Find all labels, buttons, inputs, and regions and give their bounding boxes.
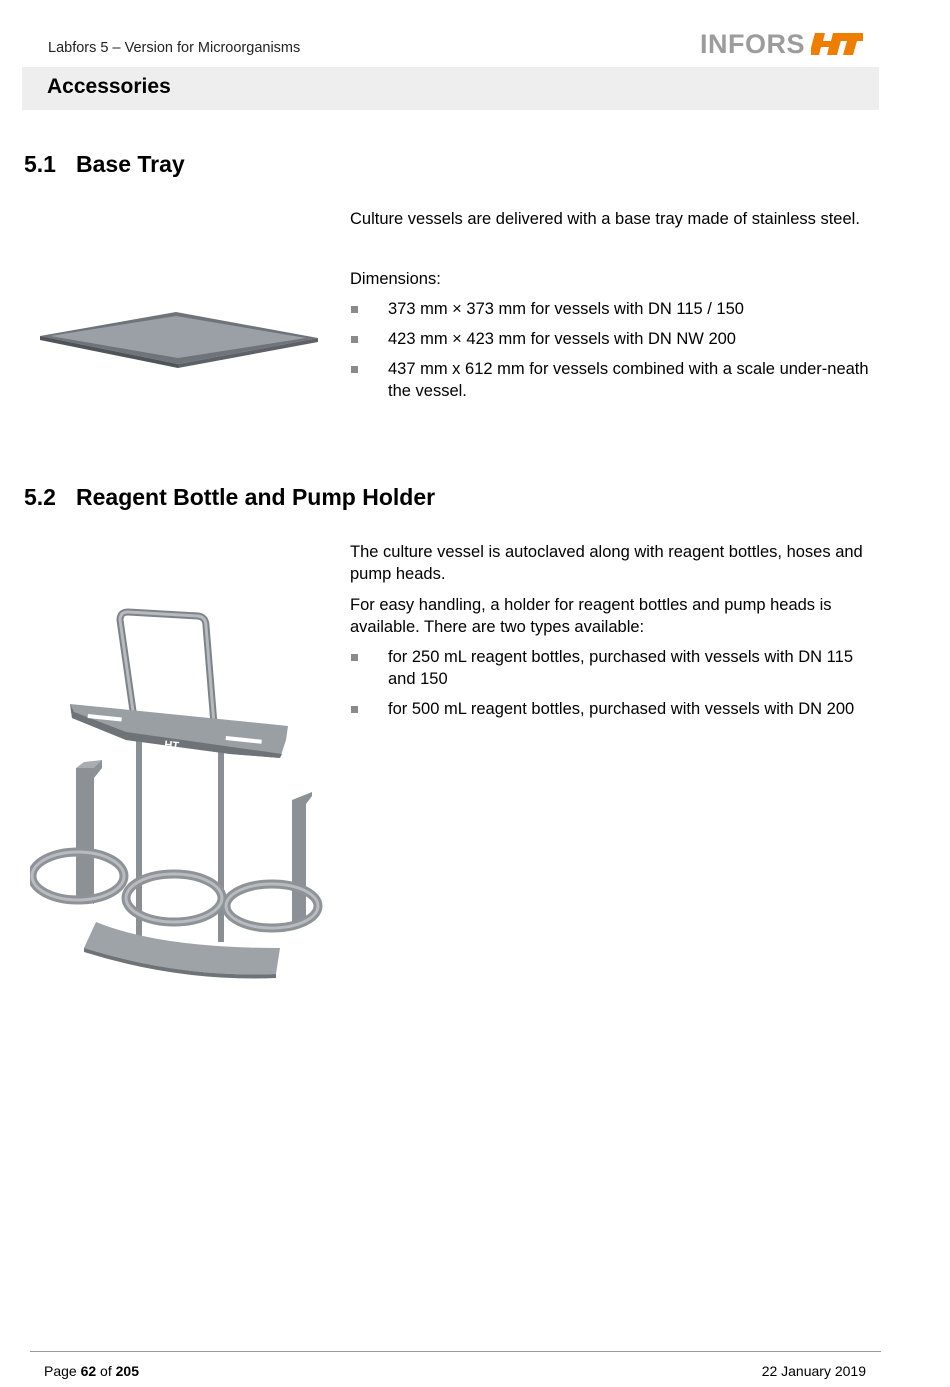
footer-divider bbox=[30, 1351, 881, 1352]
base-tray-intro: Culture vessels are delivered with a base tray made of stainless steel. bbox=[350, 210, 860, 228]
reagent-bottle-holder-illustration bbox=[30, 608, 330, 980]
footer-date: 22 January 2019 bbox=[761, 1363, 866, 1379]
holder-types-list bbox=[350, 646, 878, 720]
list-item: for 250 mL reagent bottles, purchased with vessels with DN 115 and 150 bbox=[350, 646, 878, 690]
document-title: Labfors 5 – Version for Microorganisms bbox=[48, 40, 301, 56]
dimensions-list bbox=[350, 298, 878, 402]
base-tray-text bbox=[350, 208, 878, 402]
section-number: 5.1 bbox=[24, 151, 56, 177]
dimensions-label: Dimensions: bbox=[350, 270, 441, 288]
ht-logo-icon bbox=[811, 31, 863, 57]
logo-wordmark: INFORS bbox=[700, 28, 806, 59]
section-title: Base Tray bbox=[76, 151, 185, 177]
reagent-holder-para1: The culture vessel is autoclaved along with reagent bottles, hoses and pump heads. bbox=[350, 543, 863, 583]
bullet-square-icon bbox=[351, 306, 358, 313]
page-number: Page 62 of 205 bbox=[44, 1363, 139, 1379]
section-heading-base-tray bbox=[24, 151, 185, 178]
bullet-square-icon bbox=[351, 706, 358, 713]
chapter-header-bar bbox=[22, 67, 879, 110]
list-item: 373 mm × 373 mm for vessels with DN 115 / 150 bbox=[350, 298, 878, 320]
bullet-square-icon bbox=[351, 366, 358, 373]
base-tray-illustration bbox=[36, 306, 322, 370]
reagent-holder-text bbox=[350, 541, 878, 720]
section-heading-reagent-holder bbox=[24, 484, 435, 511]
list-item: 423 mm × 423 mm for vessels with DN NW 200 bbox=[350, 328, 878, 350]
infors-ht-logo bbox=[700, 28, 863, 60]
bullet-square-icon bbox=[351, 654, 358, 661]
svg-text:HT: HT bbox=[163, 739, 180, 753]
chapter-title: Accessories bbox=[47, 75, 171, 98]
reagent-holder-para2: For easy handling, a holder for reagent bottles and pump heads is available. There are two types available: bbox=[350, 596, 832, 636]
list-item: 437 mm x 612 mm for vessels combined with a scale under-neath the vessel. bbox=[350, 358, 878, 402]
bullet-square-icon bbox=[351, 336, 358, 343]
section-number: 5.2 bbox=[24, 484, 56, 510]
list-item: for 500 mL reagent bottles, purchased with vessels with DN 200 bbox=[350, 698, 878, 720]
section-title: Reagent Bottle and Pump Holder bbox=[76, 484, 436, 510]
